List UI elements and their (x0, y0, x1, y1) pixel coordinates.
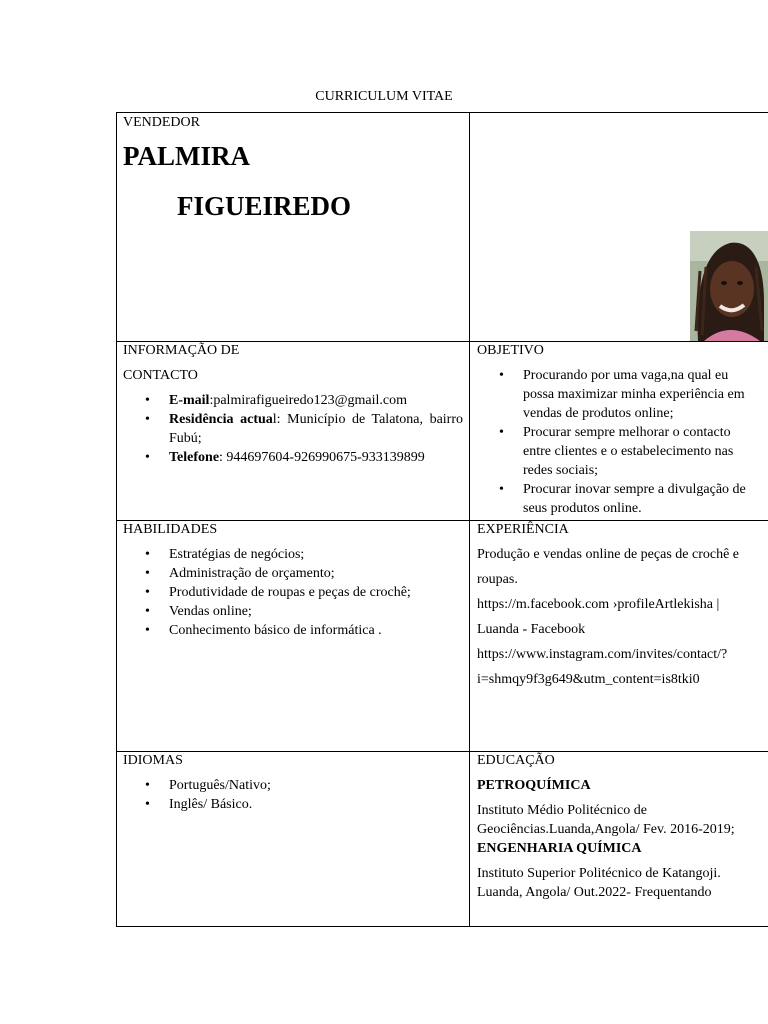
phone-value: : 944697604-926990675-933139899 (219, 450, 425, 465)
skill-item: • Produtividade de roupas e peças de crochê; (123, 583, 463, 602)
contact-phone (123, 448, 463, 467)
objective-cell (470, 342, 768, 520)
experience-cell (470, 521, 768, 751)
contact-list (123, 391, 463, 467)
education-school-2: Instituto Superior Politécnico de Katangoji. (477, 866, 721, 881)
contact-email (123, 391, 463, 410)
objective-item: • Procurando por uma vaga,na qual eu possa maximizar minha experiência em vendas de produtos online; (477, 366, 758, 423)
skill-item: • Administração de orçamento; (123, 564, 463, 583)
contact-cell (117, 342, 469, 520)
skill-item: • Conhecimento básico de informática . (123, 621, 463, 640)
language-item: • Inglês/ Básico. (123, 795, 463, 814)
languages-cell (117, 752, 469, 926)
skills-cell (117, 521, 469, 751)
table-border-bottom (116, 926, 768, 927)
education-heading: EDUCAÇÃO (477, 753, 555, 768)
objective-item: • Procurar inovar sempre a divulgação de seus produtos online. (477, 480, 758, 518)
contact-residence (123, 410, 463, 448)
skills-heading: HABILIDADES (123, 522, 218, 537)
skill-item: • Vendas online; (123, 602, 463, 621)
email-label: E-mail (169, 393, 210, 408)
skills-list (123, 545, 463, 640)
first-name: PALMIRA (123, 141, 250, 171)
experience-heading: EXPERIÊNCIA (477, 522, 569, 537)
education-school-1-cont: Geociências.Luanda,Angola/ Fev. 2016-2019; (477, 822, 735, 837)
email-value: :palmirafigueiredo123@gmail.com (209, 393, 408, 408)
header-cell (117, 113, 469, 341)
objective-heading: OBJETIVO (477, 343, 544, 358)
residence-label: Residência actua (169, 412, 273, 427)
skill-item: • Estratégias de negócios; (123, 545, 463, 564)
profile-photo (690, 231, 768, 341)
experience-facebook-link[interactable]: https://m.facebook.com ›profileArtlekisha | (477, 597, 720, 612)
experience-instagram-link-cont[interactable]: i=shmqy9f3g649&utm_content=is8tki0 (477, 672, 700, 687)
job-role: VENDEDOR (123, 115, 200, 130)
experience-line: Produção e vendas online de peças de crochê e (477, 547, 739, 562)
education-school-2-cont: Luanda, Angola/ Out.2022- Frequentando (477, 885, 712, 900)
education-cell (470, 752, 768, 926)
language-item: • Português/Nativo; (123, 776, 463, 795)
education-course-1: PETROQUÍMICA (477, 778, 591, 793)
objective-item: • Procurar sempre melhorar o contacto entre clientes e o estabelecimento nas redes sociais; (477, 423, 758, 480)
experience-line: roupas. (477, 572, 518, 587)
last-name: FIGUEIREDO (177, 191, 352, 221)
languages-list (123, 776, 463, 814)
phone-label: Telefone (169, 450, 220, 465)
experience-line: Luanda - Facebook (477, 622, 586, 637)
residence-value: l: Município de Talatona, bairro Fubú; (169, 412, 464, 446)
education-school-1: Instituto Médio Politécnico de (477, 803, 647, 818)
document-title: CURRICULUM VITAE (315, 89, 453, 104)
objective-list (477, 366, 762, 518)
contact-heading-line1: INFORMAÇÃO DE (123, 343, 240, 358)
education-course-2: ENGENHARIA QUÍMICA (477, 841, 642, 856)
languages-heading: IDIOMAS (123, 753, 183, 768)
contact-heading-line2: CONTACTO (123, 368, 198, 383)
experience-instagram-link[interactable]: https://www.instagram.com/invites/contact/? (477, 647, 728, 662)
